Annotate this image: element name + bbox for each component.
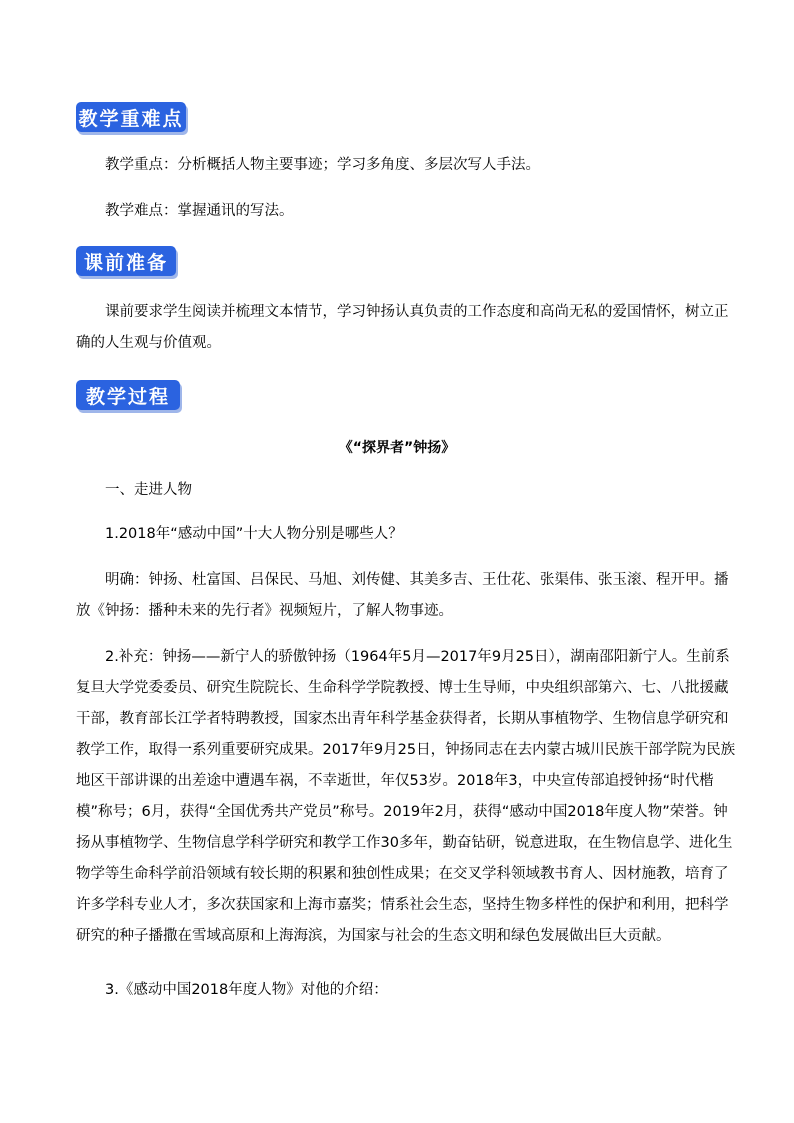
lesson-title: 《“探界者”钟扬》 <box>338 440 456 456</box>
teaching-focus: 教学重点：分析概括人物主要事迹；学习多角度、多层次写人手法。 <box>105 157 540 173</box>
section-badge-preparation: 课前准备 <box>76 246 176 276</box>
question-1: 1.2018年“感动中国”十大人物分别是哪些人？ <box>105 526 403 542</box>
preparation-text: 课前要求学生阅读并梳理文本情节，学习钟扬认真负责的工作态度和高尚无私的爱国情怀，树立正确的人生观与价值观。 <box>76 304 729 351</box>
section-badge-key-points: 教学重难点 <box>76 102 186 132</box>
teaching-difficulty: 教学难点：掌握通讯的写法。 <box>105 203 294 219</box>
supplement-paragraph: 2.补充：钟扬——新宁人的骄傲钟扬（1964年5月—2017年9月25日），湖南邵阳新宁人。生前系复旦大学党委委员、研究生院院长、生命科学学院教授、博士生导师，中央组织部第六、七、八批援藏干部，教育部长江学者特聘教授，国家杰出青年科学基金获得者，长期从事植物学、生物信息学研究和教学工作，取得一系列重要研究成果。2017年9月25日，钟扬同志在去内蒙古城川民族干部学院为民族地区干部讲课的出差途中遭遇车祸，不幸逝世，年仅53岁。2018年3，中央宣传部追授钟扬“时代楷模”称号；6月，获得“全国优秀共产党员”称号。2019年2月，获得“感动中国2018年度人物”荣誉。钟扬从事植物学、生物信息学科学研究和教学工作30多年，勤奋钻研，锐意进取，在生物信息学、进化生物学等生命科学前沿领域有较长期的积累和独创性成果；在交叉学科领域教书育人、因材施教，培育了许多学科专业人才，多次获国家和上海市嘉奖；情系社会生态，坚持生物多样性的保护和利用，把科学研究的种子播撒在雪域高原和上海海滨，为国家与社会的生态文明和绿色发展做出巨大贡献。 <box>76 649 736 944</box>
answer-1: 明确：钟扬、杜富国、吕保民、马旭、刘传健、其美多吉、王仕花、张渠伟、张玉滚、程开甲。播放《钟扬：播种未来的先行者》视频短片，了解人物事迹。 <box>76 572 729 619</box>
section-badge-process: 教学过程 <box>76 380 180 410</box>
question-3: 3.《感动中国2018年度人物》对他的介绍： <box>105 982 388 998</box>
part1-heading: 一、走进人物 <box>105 482 192 498</box>
